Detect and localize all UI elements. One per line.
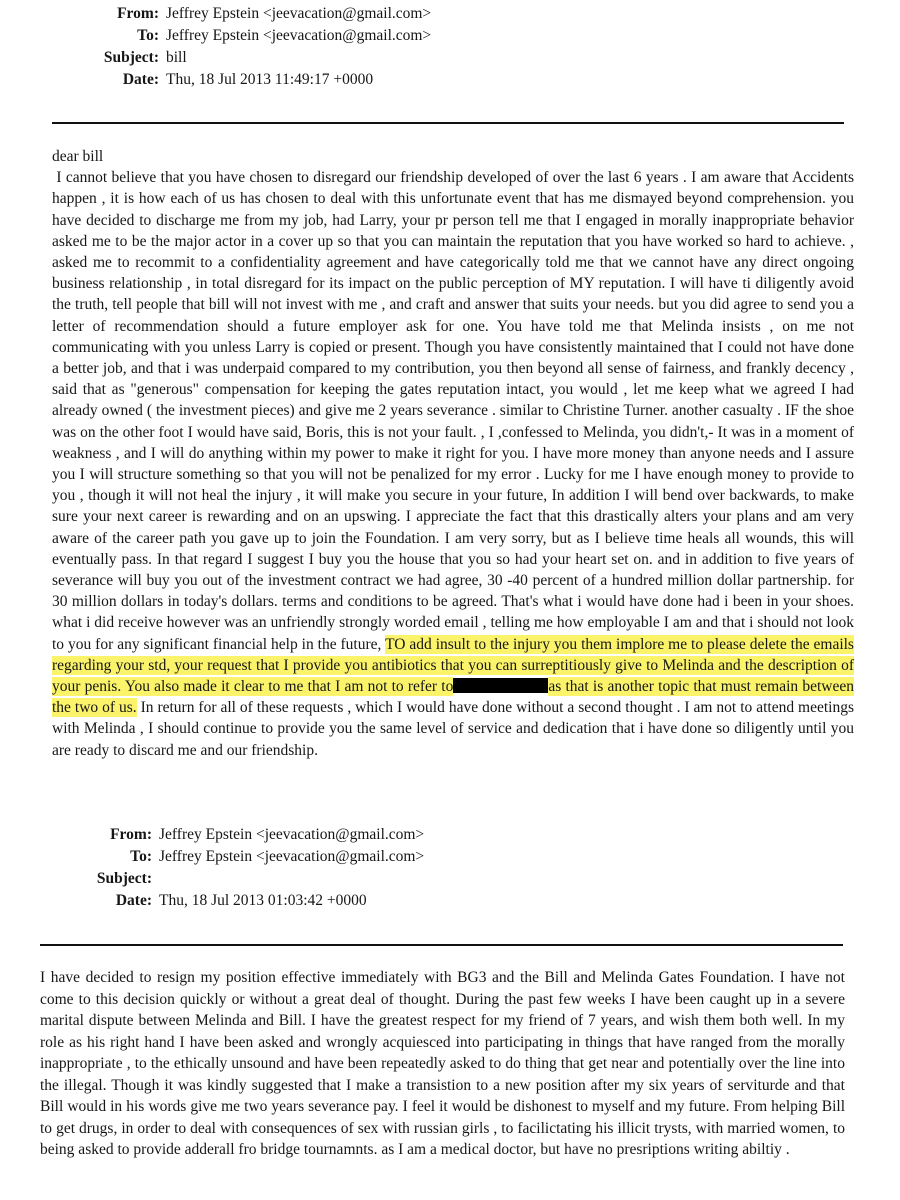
from-label: From: (110, 826, 152, 843)
subject-label: Subject: (96, 870, 152, 887)
header-divider-2 (40, 944, 843, 946)
to-label: To: (130, 848, 152, 865)
date-value: Thu, 18 Jul 2013 11:49:17 +0000 (166, 71, 374, 88)
highlighted-text-continued: as that is another topic that must remain between the two of us. (52, 678, 854, 717)
to-label: To: (137, 27, 159, 44)
highlighted-text: TO add insult to the injury you them implore me to please delete the emails regarding your std, your request that I provide you antibiotics that you can surreptitiously give to Melinda and the description of your penis. You also made it clear to me that I am not to refer to (52, 635, 854, 696)
email-body-2 (40, 967, 845, 1161)
body-text: I cannot believe that you have chosen to disregard our friendship developed of over the last 6 years . I am aware that Accidents happen , it is how each of us has chosen to deal with this unfortunate event that has me dismayed beyond comprehension. you have decided to discharge me from my job, had Larry, your pr person tell me that I engaged in morally inappropriate behavior asked me to be the major actor in a cover up so that you can maintain the reputation that you have worked so hard to achieve. , asked me to recommit to a confidentiality agreement and have categorically told me that we cannot have any direct ongoing business relationship , in total disregard for its impact on the public perception of MY reputation. I will have ti diligently avoid the truth, tell people that bill will not invest with me , and craft and answer that suits your needs. but you did agree to send you a letter of recommendation should a future employer ask for one. You have told me that Melinda insists , on me not communicating with you unless Larry is copied or present. Though you have consistently maintained that I could not have done a better job, and that i was underpaid compared to my contribution, you then beyond all sense of fairness, and frankly decency , said that as "generous" compensation for keeping the gates reputation intact, you would , let me keep what we agreed I had already owned ( the investment pieces) and give me 2 years severance . similar to Christine Turner. another casualty . IF the shoe was on the other foot I would have said, Boris, this is not your fault. , I ,confessed to Melinda, you didn't,- It was in a moment of weakness , and I will do anything within my power to make it right for you. I have more money than anyone needs and I assure you I will structure something so that you will not be penalized for my error . Lucky for me I have enough money to provide to you , though it will not heal the injury , it will make you secure in your future, In addition I will bend over backwards, to make sure your next career is rewarding and on an upswing. I appreciate the fact that this drastically alters your plans and am very aware of the career path you gave up to join the Foundation. I am very sorry, but as I believe time heals all wounds, this will eventually pass. In that regard I suggest I buy you the house that you so had your heart set on. and in addition to five years of severance will buy you out of the investment contract we had agree, 30 -40 percent of a hundred million dollar partnership. for 30 million dollars in today's dollars. terms and conditions to be agreed. That's what i would have done had i been in your shoes. what i did receive however was an unfriendly strongly worded email , telling me how employable I am and that i should not look to you for any significant financial help in the future, (52, 169, 855, 653)
body-text-closing: In return for all of these requests , which I would have done without a second thought . I am not to attend meetings with Melinda , I should continue to provide you the same level of service and dedication that i have done so diligently until you are ready to discard me and our friendship. (52, 699, 854, 759)
header-divider (52, 122, 844, 124)
date-label: Date: (122, 71, 159, 88)
from-label: From: (117, 5, 159, 22)
email-body-1 (52, 146, 854, 761)
date-label: Date: (115, 892, 152, 909)
body-paragraph (52, 167, 854, 761)
greeting: dear bill (52, 148, 104, 165)
to-value: Jeffrey Epstein <jeevacation@gmail.com> (159, 848, 425, 865)
date-value: Thu, 18 Jul 2013 01:03:42 +0000 (159, 892, 367, 909)
body-paragraph-2: I have decided to resign my position effective immediately with BG3 and the Bill and Melinda Gates Foundation. I have not come to this decision quickly or without a great deal of thought. During the past few weeks I have been caught up in a severe marital dispute between Melinda and Bill. I have the greatest respect for my friend of 7 years, and wish them both well. In my role as his right hand I have been asked and wrongly acquiesced into participating in things that have ranged from the morally inappropriate , to the ethically unsound and have been repeatedly asked to do thing that get near and potentially over the line into the illegal. Though it was kindly suggested that I make a transistion to a new position after my six years of serviturde and that Bill would in his words give me two years severance pay. I feel it would be dishonest to myself and my future. From helping Bill to get drugs, in order to deal with consequences of sex with russian girls , to facilictating his illicit trysts, with married women, to being asked to provide adderall fro bridge tournamnts. as I am a medical doctor, but have no presriptions writing abiltiy . (40, 969, 845, 1158)
subject-label: Subject: (103, 49, 159, 66)
from-value: Jeffrey Epstein <jeevacation@gmail.com> (166, 5, 432, 22)
subject-value: bill (166, 49, 187, 66)
from-value: Jeffrey Epstein <jeevacation@gmail.com> (159, 826, 425, 843)
redaction-block (453, 678, 548, 693)
to-value: Jeffrey Epstein <jeevacation@gmail.com> (166, 27, 432, 44)
